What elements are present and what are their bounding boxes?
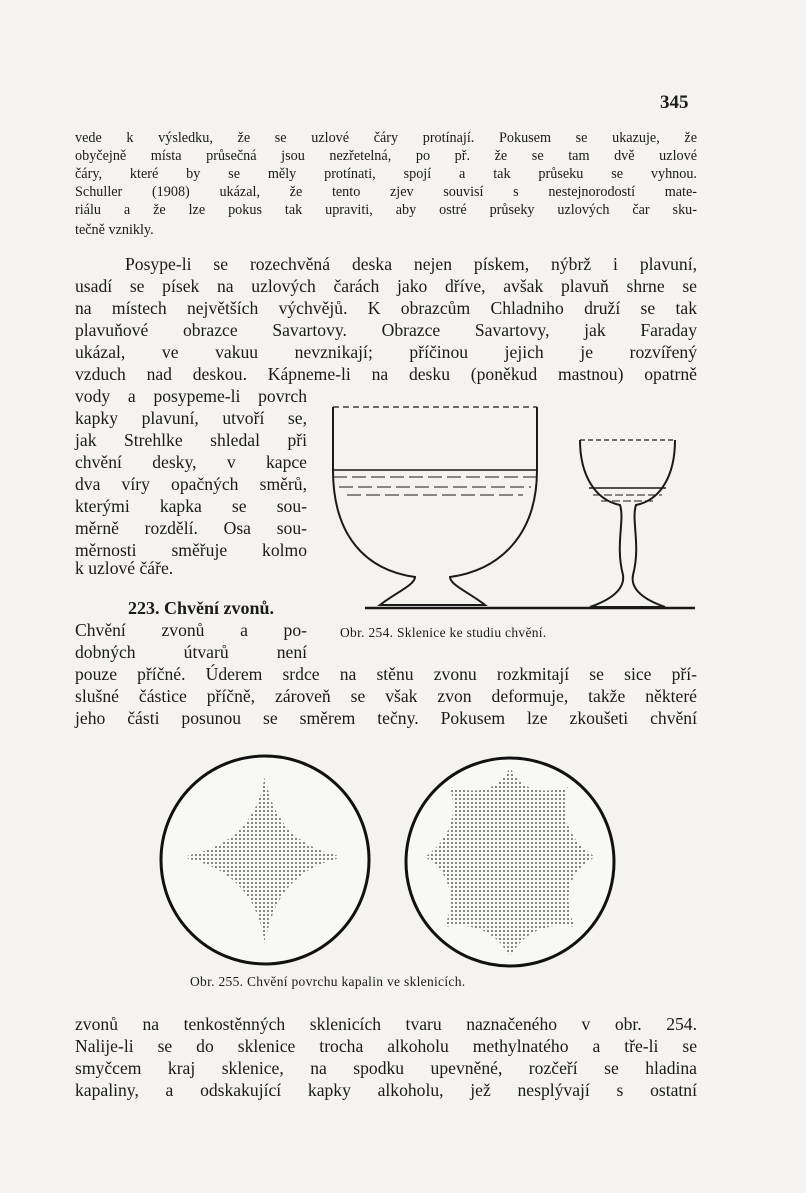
text-line: na místech největších výchvějů. K obrazcům Chladniho druží se tak [75,298,697,318]
text-line: kapky plavuní, utvoří se, [75,408,307,428]
text-line: riálu a že lze pokus tak upraviti, aby ostré průseky uzlových čar sku- [75,202,697,218]
text-line: ukázal, ve vakuu nevznikají; příčinou jejich je rozvířený [75,342,697,362]
text-line: usadí se písek na uzlových čarách jako dříve, avšak plavuň shrne se [75,276,697,296]
page-number: 345 [660,92,689,113]
text-line: zvonů na tenkostěnných sklenicích tvaru naznačeného v obr. 254. [75,1014,697,1034]
text-line: dobných útvarů není [75,642,307,662]
text-line: plavuňové obrazce Savartovy. Obrazce Savartovy, jak Faraday [75,320,697,340]
text-line: smyčcem kraj sklenice, na spodku upevněné, rozčeří se hladina [75,1058,697,1078]
text-line: Posype-li se rozechvěná deska nejen pískem, nýbrž i plavuní, [125,254,697,274]
text-line: kapaliny, a odskakující kapky alkoholu, jež nesplývají s ostatní [75,1080,697,1100]
text-line: chvění desky, v kapce [75,452,307,472]
text-line: vody a posypeme-li povrch [75,386,307,406]
figure-254-caption: Obr. 254. Sklenice ke studiu chvění. [340,625,547,640]
text-line: měrně rozdělí. Osa sou- [75,518,307,538]
text-line: měrnosti směřuje kolmo [75,540,307,560]
text-line: Nalije-li se do sklenice trocha alkoholu methylnatého a tře-li se [75,1036,697,1056]
text-line: čáry, které by se měly protínati, spojí a tak průseku se vyhnou. [75,166,697,182]
text-line: dva víry opačných směrů, [75,474,307,494]
text-line: jeho části posunou se směrem tečny. Pokusem lze zkoušeti chvění [75,708,697,728]
text-line: kterými kapka se sou- [75,496,307,516]
text-line: Chvění zvonů a po- [75,620,307,640]
text-line: k uzlové čáře. [75,558,174,578]
text-line: tečně vznikly. [75,222,154,238]
circle-pattern-six-point [406,758,614,966]
text-line: obyčejně místa průsečná jsou nezřetelná, po př. že se tam dvě uzlové [75,148,697,164]
text-line: jak Strehlke shledal při [75,430,307,450]
figure-255-liquid-patterns [150,745,630,975]
figure-254-glasses [325,395,705,620]
text-line: pouze příčné. Úderem srdce na stěnu zvonu rozkmitají se sice pří- [75,664,697,684]
text-line: slušné částice příčně, zároveň se však zvon deformuje, takže některé [75,686,697,706]
text-line: Schuller (1908) ukázal, že tento zjev souvisí s nestejnorodostí mate- [75,184,697,200]
circle-pattern-four-point [161,756,369,964]
text-line: vzduch nad deskou. Kápneme-li na desku (poněkud mastnou) opatrně [75,364,697,384]
figure-255-caption: Obr. 255. Chvění povrchu kapalin ve sklenicích. [190,974,466,989]
section-heading: 223. Chvění zvonů. [128,598,275,618]
text-line: vede k výsledku, že se uzlové čáry protínají. Pokusem se ukazuje, že [75,130,697,146]
